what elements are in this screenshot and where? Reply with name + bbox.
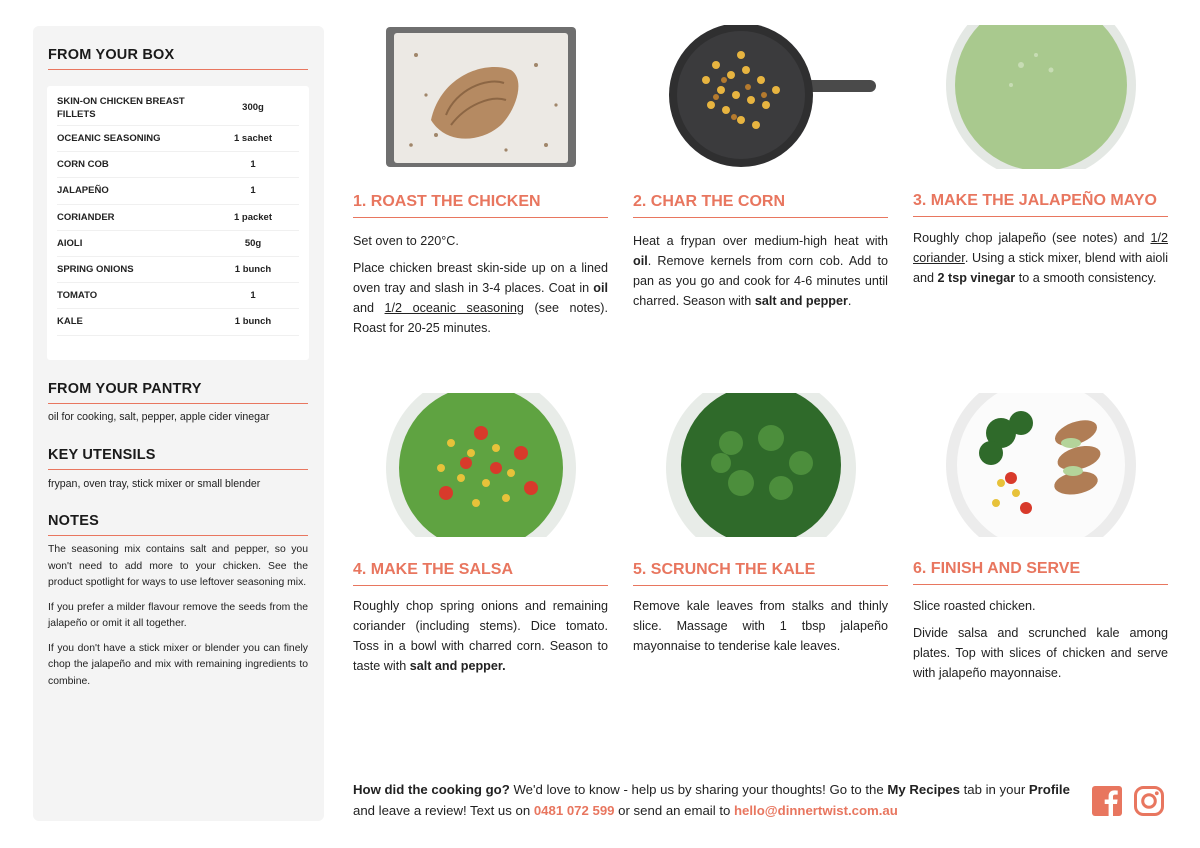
step-title: 2. CHAR THE CORN: [633, 193, 888, 218]
jalapeno-mayo-photo: [913, 25, 1168, 169]
table-row: [57, 283, 299, 309]
phone-link[interactable]: 0481 072 599: [533, 803, 615, 818]
step-6: [913, 393, 1168, 693]
step-paragraph: [353, 596, 608, 676]
text-run: or send an email to: [614, 803, 734, 818]
step-body: [353, 231, 608, 345]
ingredient-name: AIOLI: [57, 237, 83, 249]
text-run: . Remove kernels from corn cob. Add to pan as you go and cook for 4-6 minutes until charred. Season with: [633, 254, 888, 308]
utensils-text: frypan, oven tray, stick mixer or small blender: [48, 478, 261, 490]
table-row: [57, 205, 299, 231]
table-row: [57, 126, 299, 152]
text-underline: 1/2 coriander: [913, 231, 1168, 265]
step-title: 3. MAKE THE JALAPEÑO MAYO: [913, 192, 1168, 217]
note-paragraph: If you prefer a milder flavour remove the seeds from the jalapeño or omit it all together.: [48, 601, 308, 629]
sidebar: [33, 26, 324, 821]
text-run: tab in your: [959, 782, 1029, 797]
text-run: (see notes). Roast for 20-25 minutes.: [353, 301, 608, 335]
text-run: . Using a stick mixer, blend with aioli and: [913, 251, 1168, 285]
step-3: [913, 25, 1168, 355]
text-bold: salt and pepper.: [409, 659, 506, 673]
notes-title: NOTES: [48, 513, 308, 536]
step-5: [633, 393, 888, 693]
text-run: .: [847, 294, 852, 308]
feedback-footer: [353, 779, 1073, 821]
ingredient-qty: 1 bunch: [234, 316, 272, 328]
table-row: [57, 231, 299, 257]
ingredient-qty: 50g: [244, 237, 262, 249]
note-paragraph: The seasoning mix contains salt and pepper, so you won't need to add more to your chicken. See the product spotlight for ways to use leftover seasoning mix.: [48, 544, 308, 588]
salsa-photo: [353, 393, 608, 537]
step-title: 4. MAKE THE SALSA: [353, 561, 608, 586]
ingredient-name: JALAPEÑO: [57, 185, 109, 197]
from-your-box-title: FROM YOUR BOX: [48, 47, 308, 70]
step-paragraph: [353, 258, 608, 338]
step-paragraph: [633, 231, 888, 311]
text-run: and leave a review! Text us on: [353, 803, 534, 818]
table-row: [57, 152, 299, 178]
step-body: [633, 596, 888, 663]
char-corn-photo: [633, 25, 888, 169]
step-title: 1. ROAST THE CHICKEN: [353, 193, 608, 218]
text-run: to a smooth consistency.: [1015, 271, 1157, 285]
step-body: [913, 596, 1168, 690]
text-run: Roughly chop spring onions and remaining coriander (including stems). Dice tomato. Toss in a bowl with charred corn. Season to taste with: [353, 599, 608, 673]
table-row: [57, 90, 299, 126]
text-underline: 1/2 oceanic seasoning: [384, 301, 524, 315]
text-bold: oil: [633, 254, 648, 268]
step-2: [633, 25, 888, 355]
ingredient-name: SPRING ONIONS: [57, 264, 134, 276]
note-paragraph: If you don't have a stick mixer or blender you can finely chop the jalapeño and mix with remaining ingredients to combine.: [48, 642, 308, 687]
table-row: [57, 309, 299, 335]
pantry-text: oil for cooking, salt, pepper, apple cider vinegar: [48, 411, 270, 423]
step-paragraph: [913, 228, 1168, 288]
facebook-icon[interactable]: [1091, 785, 1123, 817]
text-run: Place chicken breast skin-side up on a lined oven tray and slash in 3-4 places. Coat in: [353, 261, 608, 295]
ingredient-qty: 1 bunch: [234, 264, 272, 276]
ingredient-qty: 1: [250, 290, 256, 302]
ingredient-name: CORIANDER: [57, 211, 115, 223]
step-paragraph: Remove kale leaves from stalks and thinly slice. Massage with 1 tbsp jalapeño mayonnaise to tenderise kale leaves.: [633, 599, 888, 653]
instagram-icon[interactable]: [1133, 785, 1165, 817]
step-title: 5. SCRUNCH THE KALE: [633, 561, 888, 586]
ingredient-qty: 1: [250, 159, 256, 171]
text-run: Heat a frypan over medium-high heat with: [633, 234, 888, 248]
roast-chicken-photo: [353, 25, 608, 169]
key-utensils-title: KEY UTENSILS: [48, 447, 308, 470]
notes-body: [48, 542, 308, 698]
step-body: [633, 231, 888, 318]
step-body: [913, 228, 1168, 295]
table-row: [57, 257, 299, 283]
finish-serve-photo: [913, 393, 1168, 537]
step-1: [353, 25, 608, 355]
text-bold: 2 tsp vinegar: [937, 271, 1016, 285]
my-recipes-link[interactable]: My Recipes: [887, 782, 960, 797]
ingredient-name: CORN COB: [57, 159, 109, 171]
profile-link[interactable]: Profile: [1028, 782, 1070, 797]
step-paragraph: Set oven to 220°C.: [353, 234, 459, 248]
step-paragraph: Slice roasted chicken.: [913, 599, 1036, 613]
step-paragraph: Divide salsa and scrunched kale among plates. Top with slices of chicken and serve with jalapeño mayonnaise.: [913, 626, 1168, 680]
step-title: 6. FINISH AND SERVE: [913, 560, 1168, 585]
text-run: We'd love to know - help us by sharing your thoughts! Go to the: [509, 782, 888, 797]
ingredient-qty: 1: [250, 185, 256, 197]
table-row: [57, 178, 299, 204]
step-body: [353, 596, 608, 683]
text-run: and: [353, 301, 385, 315]
from-your-pantry-title: FROM YOUR PANTRY: [48, 381, 308, 404]
kale-photo: [633, 393, 888, 537]
text-bold: oil: [593, 281, 608, 295]
ingredient-qty: 300g: [242, 102, 264, 113]
text-bold: salt and pepper: [754, 294, 848, 308]
ingredient-name: OCEANIC SEASONING: [57, 133, 161, 145]
ingredient-name: SKIN-ON CHICKEN BREAST FILLETS: [57, 95, 185, 120]
footer-question: How did the cooking go?: [353, 782, 510, 797]
ingredient-qty: 1 packet: [233, 211, 273, 223]
ingredient-name: TOMATO: [57, 290, 98, 302]
text-run: Roughly chop jalapeño (see notes) and: [913, 231, 1151, 245]
step-4: [353, 393, 608, 693]
ingredient-qty: 1 sachet: [233, 133, 273, 145]
ingredients-table: [47, 86, 309, 360]
email-link[interactable]: hello@dinnertwist.com.au: [734, 803, 898, 818]
ingredient-name: KALE: [57, 316, 83, 328]
